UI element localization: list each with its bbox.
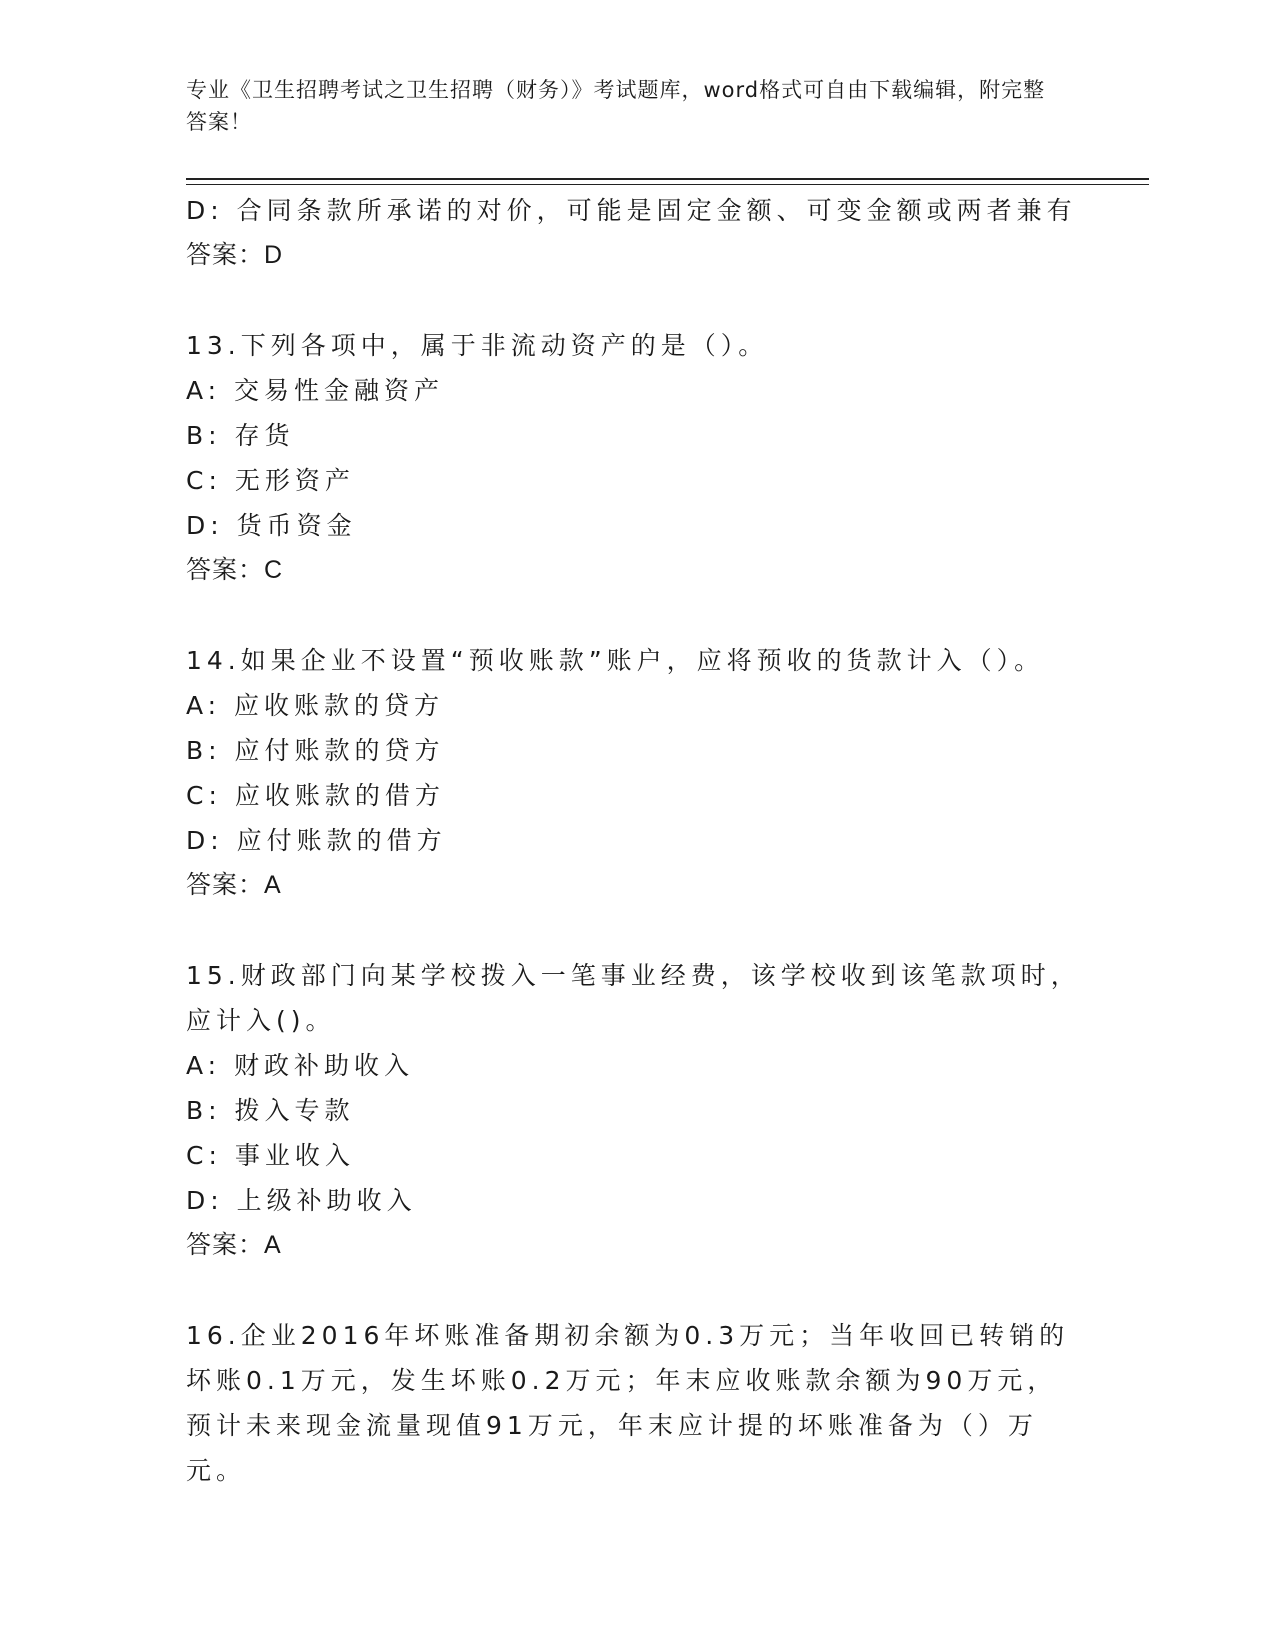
option-d: D: 应付账款的借方 — [186, 826, 447, 855]
question-16 — [186, 1313, 1086, 1493]
question-stem: 13.下列各项中，属于非流动资产的是（）。 — [186, 331, 769, 360]
prev-answer: 答案：D — [186, 241, 284, 269]
option-b: B: 拨入专款 — [186, 1096, 355, 1125]
option-b: B: 应付账款的贷方 — [186, 736, 445, 765]
answer: 答案：A — [186, 871, 282, 899]
option-c: C: 应收账款的借方 — [186, 781, 445, 810]
option-b: B: 存货 — [186, 421, 295, 450]
header-divider-thin — [186, 184, 1149, 185]
prev-option-d: D: 合同条款所承诺的对价，可能是固定金额、可变金额或两者兼有 — [186, 196, 1077, 225]
question-15 — [186, 953, 1086, 1268]
question-stem: 14.如果企业不设置“预收账款”账户，应将预收的货款计入（）。 — [186, 646, 1045, 675]
option-a: A: 财政补助收入 — [186, 1051, 415, 1080]
option-c: C: 无形资产 — [186, 466, 355, 495]
option-a: A: 交易性金融资产 — [186, 376, 445, 405]
header-divider-thick — [186, 178, 1149, 180]
answer: 答案：A — [186, 1231, 282, 1259]
question-stem: 15.财政部门向某学校拨入一笔事业经费，该学校收到该笔款项时，应计入()。 — [186, 961, 1081, 1035]
option-c: C: 事业收入 — [186, 1141, 355, 1170]
question-13 — [186, 323, 1086, 593]
question-content — [186, 188, 1086, 1493]
option-d: D: 上级补助收入 — [186, 1186, 417, 1215]
answer: 答案：C — [186, 556, 284, 584]
option-a: A: 应收账款的贷方 — [186, 691, 445, 720]
question-stem: 16.企业2016年坏账准备期初余额为0.3万元；当年收回已转销的坏账0.1万元，发生坏账0.2万元；年末应收账款余额为90万元，预计未来现金流量现值91万元，年末应计提的坏账准备为（）万元。 — [186, 1321, 1070, 1485]
option-d: D: 货币资金 — [186, 511, 357, 540]
question-14 — [186, 638, 1086, 908]
document-header: 专业《卫生招聘考试之卫生招聘（财务）》考试题库，word格式可自由下载编辑，附完整答案！ — [186, 78, 1046, 134]
